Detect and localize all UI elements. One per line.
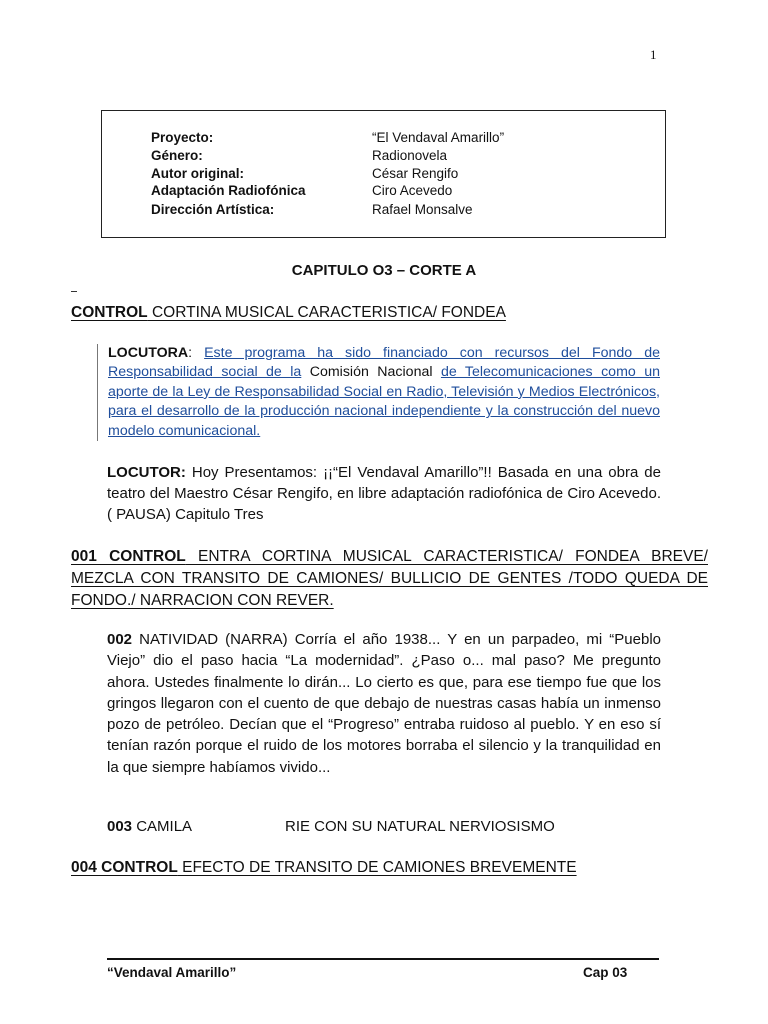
info-label: Autor original: bbox=[151, 166, 244, 181]
scene-003-number: 003 bbox=[107, 818, 133, 835]
scene-002-text: NATIVIDAD (NARRA) Corría el año 1938... Y en un parpadeo, mi “Pueblo Viejo” dio el paso hacia “La modernidad”. ¿Paso o... mal paso? Me pregunto ahora. Ustedes finalmente lo dirán... Lo cierto es que, para ese tiempo fue que los gringos llegaron con el cuento de que debajo de nuestras casas había un inmenso pozo de petróleo. Decían que el “Progreso” entraba ruidoso al pueblo. Y en eso sí tenían razón porque el ruido de los motores borraba el silencio y la tranquilidad en la que siempre habíamos vivido... bbox=[107, 631, 661, 776]
control-001-text: ENTRA CORTINA MUSICAL CARACTERISTICA/ FONDEA BREVE/ MEZCLA CON TRANSITO DE CAMIONES/ BULLICIO DE GENTES /TODO QUEDA DE FONDO./ NARRACION CON REVER. bbox=[71, 548, 708, 609]
locutora-plain-text: Comisión Nacional bbox=[301, 364, 441, 381]
footer-rule bbox=[107, 958, 659, 960]
page-number: 1 bbox=[650, 47, 657, 62]
locutora-label: LOCUTORA bbox=[108, 345, 189, 361]
info-value: César Rengifo bbox=[372, 166, 459, 181]
control-label: CONTROL bbox=[71, 304, 148, 321]
funding-link-1[interactable]: Este programa ha sido financiado con recursos del Fondo de Responsabilidad social de la bbox=[108, 345, 660, 381]
info-value: Radionovela bbox=[372, 148, 448, 163]
control-004-label: 004 CONTROL bbox=[71, 859, 178, 876]
footer-title: “Vendaval Amarillo” bbox=[107, 965, 237, 980]
funding-link-2[interactable]: de Telecomunicaciones como un aporte de la Ley de Responsabilidad Social en Radio, Televisión y Medios Electrónicos, para el desarrollo de la producción nacional independiente y la construcción del nuevo modelo comunicacional. bbox=[108, 364, 660, 439]
info-label: Proyecto: bbox=[151, 130, 214, 145]
scene-002-block bbox=[107, 629, 661, 778]
info-value: Rafael Monsalve bbox=[372, 202, 473, 217]
locutora-colon: : bbox=[188, 345, 205, 361]
scene-003-character: CAMILA bbox=[132, 818, 193, 835]
stray-mark bbox=[71, 291, 77, 292]
info-value: “El Vendaval Amarillo” bbox=[372, 130, 505, 145]
control-intro-cue bbox=[71, 304, 506, 322]
locutor-label: LOCUTOR: bbox=[107, 464, 186, 481]
chapter-title: CAPITULO O3 – CORTE A bbox=[291, 262, 477, 279]
info-label: Adaptación Radiofónica bbox=[151, 183, 306, 198]
scene-002-number: 002 bbox=[107, 631, 133, 648]
locutor-block bbox=[107, 462, 661, 525]
control-001-cue bbox=[71, 546, 708, 612]
locutor-text: Hoy Presentamos: ¡¡“El Vendaval Amarillo”!! Basada en una obra de teatro del Maestro César Rengifo, en libre adaptación radiofónica de Ciro Acevedo. ( PAUSA) Capitulo Tres bbox=[107, 464, 661, 523]
control-004-text: EFECTO DE TRANSITO DE CAMIONES BREVEMENTE bbox=[177, 859, 577, 876]
footer-chapter: Cap 03 bbox=[583, 965, 628, 980]
info-value: Ciro Acevedo bbox=[372, 183, 453, 198]
locutora-block bbox=[97, 344, 660, 441]
scene-003-action: RIE CON SU NATURAL NERVIOSISMO bbox=[285, 818, 555, 835]
scene-003-line bbox=[107, 818, 555, 835]
control-text: CORTINA MUSICAL CARACTERISTICA/ FONDEA bbox=[147, 304, 506, 321]
control-004-cue bbox=[71, 859, 577, 877]
control-001-label: 001 CONTROL bbox=[71, 548, 186, 565]
info-label: Género: bbox=[151, 148, 203, 163]
info-label: Dirección Artística: bbox=[151, 202, 275, 217]
project-info-box bbox=[101, 110, 666, 238]
